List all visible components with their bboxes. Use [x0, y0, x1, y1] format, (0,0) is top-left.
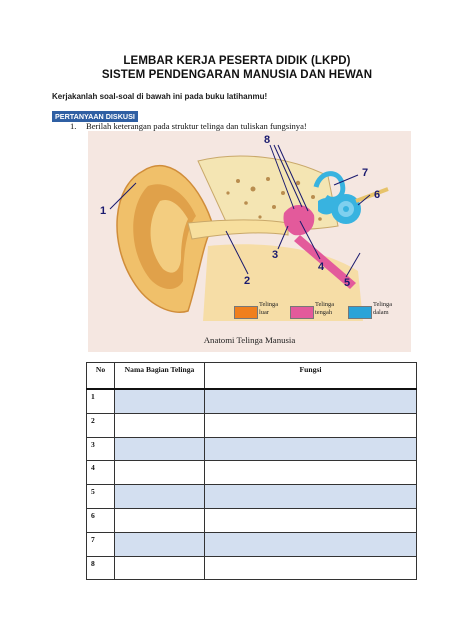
function-cell[interactable]	[205, 556, 417, 580]
table-row	[87, 508, 417, 532]
document-title: LEMBAR KERJA PESERTA DIDIK (LKPD)	[123, 55, 351, 67]
ear-label-5: 5	[344, 277, 351, 289]
ear-label-8: 8	[264, 134, 271, 146]
table-row	[87, 461, 417, 485]
part-name-cell[interactable]	[115, 485, 205, 509]
row-number: 3	[87, 437, 115, 461]
function-cell[interactable]	[205, 532, 417, 556]
figure-caption: Anatomi Telinga Manusia	[203, 335, 296, 345]
question-number: 1.	[70, 121, 77, 131]
row-number: 6	[87, 508, 115, 532]
row-number: 4	[87, 461, 115, 485]
header-function: Fungsi	[205, 363, 417, 390]
question-1	[70, 121, 307, 131]
row-number: 2	[87, 413, 115, 437]
table-header-row	[87, 363, 417, 390]
part-name-cell[interactable]	[115, 437, 205, 461]
legend-swatch-inner	[348, 306, 372, 319]
row-number: 8	[87, 556, 115, 580]
instruction-text: Kerjakanlah soal-soal di bawah ini pada buku latihanmu!	[52, 92, 268, 101]
section-badge: PERTANYAAN DISKUSI	[52, 111, 138, 122]
function-cell[interactable]	[205, 437, 417, 461]
question-text: Berilah keterangan pada struktur telinga dan tuliskan fungsinya!	[86, 121, 307, 131]
ear-canal	[188, 220, 288, 239]
legend-swatch-middle	[290, 306, 314, 319]
table-row	[87, 556, 417, 580]
figure-legend	[234, 299, 404, 327]
table-row	[87, 389, 417, 413]
header-no: No	[87, 363, 115, 390]
table-row	[87, 485, 417, 509]
part-name-cell[interactable]	[115, 556, 205, 580]
legend-label-outer: Telinga luar	[259, 301, 279, 316]
function-cell[interactable]	[205, 508, 417, 532]
table-row	[87, 413, 417, 437]
part-name-cell[interactable]	[115, 461, 205, 485]
part-name-cell[interactable]	[115, 389, 205, 413]
row-number: 7	[87, 532, 115, 556]
ear-label-6: 6	[374, 189, 381, 201]
function-cell[interactable]	[205, 389, 417, 413]
header-part-name: Nama Bagian Telinga	[115, 363, 205, 390]
answer-table	[86, 362, 417, 580]
row-number: 1	[87, 389, 115, 413]
table-row	[87, 437, 417, 461]
ear-label-2: 2	[244, 275, 251, 287]
ear-label-1: 1	[100, 205, 107, 217]
temporal-bone	[198, 156, 338, 230]
ear-anatomy-figure	[88, 131, 411, 352]
part-name-cell[interactable]	[115, 532, 205, 556]
auditory-nerve	[356, 189, 388, 201]
legend-swatch-outer	[234, 306, 258, 319]
legend-label-inner: Telinga dalam	[373, 301, 393, 316]
ear-label-4: 4	[318, 261, 325, 273]
part-name-cell[interactable]	[115, 413, 205, 437]
ear-label-7: 7	[362, 167, 369, 179]
part-name-cell[interactable]	[115, 508, 205, 532]
row-number: 5	[87, 485, 115, 509]
table-row	[87, 532, 417, 556]
function-cell[interactable]	[205, 485, 417, 509]
ear-label-3: 3	[272, 249, 279, 261]
function-cell[interactable]	[205, 461, 417, 485]
function-cell[interactable]	[205, 413, 417, 437]
legend-label-middle: Telinga tengah	[315, 301, 335, 316]
document-subtitle: SISTEM PENDENGARAN MANUSIA DAN HEWAN	[101, 69, 373, 81]
